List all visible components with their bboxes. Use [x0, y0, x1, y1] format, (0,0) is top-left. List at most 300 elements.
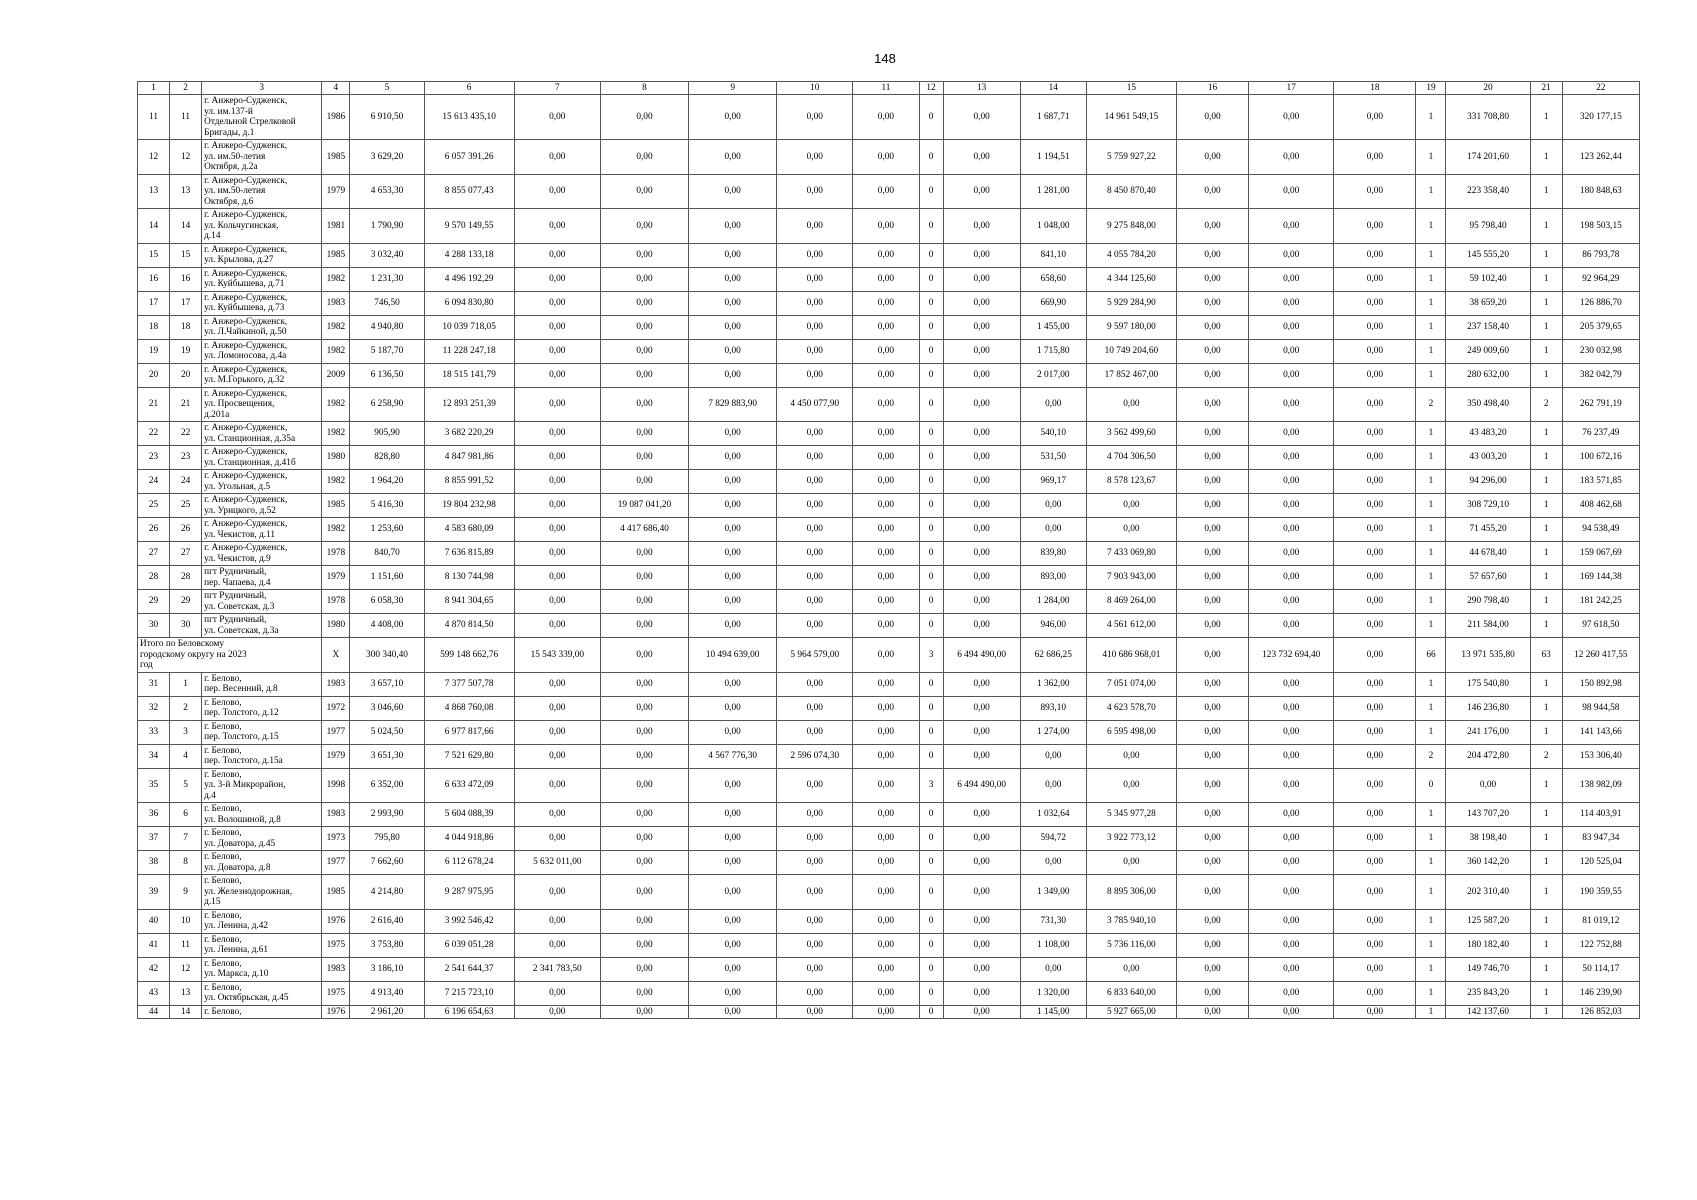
table-cell: 249 009,60 [1446, 339, 1530, 363]
table-cell: 5 [170, 768, 202, 803]
table-cell: 0,00 [1334, 174, 1416, 209]
table-cell: 13 971 535,80 [1446, 638, 1530, 673]
table-cell: 0,00 [689, 696, 777, 720]
table-cell: 1 [1416, 566, 1446, 590]
table-cell: 8 450 870,40 [1086, 174, 1176, 209]
table-cell: 1982 [322, 267, 350, 291]
table-cell: 153 306,40 [1562, 744, 1639, 768]
table-cell: 30 [170, 614, 202, 638]
table-cell: 669,90 [1020, 291, 1086, 315]
table-cell: 0,00 [600, 803, 688, 827]
table-cell: 0,00 [1176, 720, 1248, 744]
table-cell: 300 340,40 [350, 638, 424, 673]
table-cell: 1985 [322, 243, 350, 267]
table-cell: 0,00 [1249, 494, 1334, 518]
table-cell: 0,00 [943, 267, 1020, 291]
table-cell: 0,00 [943, 243, 1020, 267]
table-cell: 360 142,20 [1446, 851, 1530, 875]
table-cell: 0 [919, 851, 943, 875]
table-cell: 0,00 [943, 590, 1020, 614]
table-cell: 6 039 051,28 [424, 933, 514, 957]
table-cell: 35 [138, 768, 170, 803]
table-cell: 11 228 247,18 [424, 339, 514, 363]
table-cell: 8 855 991,52 [424, 470, 514, 494]
table-cell: 125 587,20 [1446, 909, 1530, 933]
table-row [138, 909, 1640, 933]
table-cell: 1982 [322, 422, 350, 446]
table-cell: 202 310,40 [1446, 875, 1530, 910]
table-cell: 0,00 [1334, 875, 1416, 910]
table-cell: 5 759 927,22 [1086, 140, 1176, 175]
table-cell: 38 198,40 [1446, 827, 1530, 851]
table-cell: 7 051 074,00 [1086, 672, 1176, 696]
table-cell: 8 [170, 851, 202, 875]
table-cell: 841,10 [1020, 243, 1086, 267]
table-cell: 1 790,90 [350, 209, 424, 244]
table-cell: 0 [919, 614, 943, 638]
table-cell: 43 003,20 [1446, 446, 1530, 470]
address-cell [202, 140, 322, 175]
table-cell: 0,00 [943, 720, 1020, 744]
table-cell: 0,00 [1020, 851, 1086, 875]
table-row [138, 95, 1640, 140]
table-row [138, 315, 1640, 339]
table-cell: 2 616,40 [350, 909, 424, 933]
table-cell: 5 604 088,39 [424, 803, 514, 827]
address-line: ул. Ленина, д.61 [204, 945, 269, 955]
table-cell: 16 [138, 267, 170, 291]
table-cell: 1 [1530, 140, 1562, 175]
table-cell: 4 055 784,20 [1086, 243, 1176, 267]
table-cell: 10 [170, 909, 202, 933]
total-label [138, 638, 322, 673]
table-cell: 3 651,30 [350, 744, 424, 768]
address-line: ул. Октябрьская, д.45 [204, 993, 289, 1003]
table-cell: 7 377 507,78 [424, 672, 514, 696]
address-line: ул. Просвещения, [204, 399, 275, 409]
table-cell: 7 829 883,90 [689, 387, 777, 422]
table-cell: 0,00 [1176, 446, 1248, 470]
table-cell: 1 032,64 [1020, 803, 1086, 827]
table-cell: 1 [1416, 957, 1446, 981]
column-number-cell: 12 [919, 82, 943, 95]
table-cell: 1975 [322, 981, 350, 1005]
table-cell: 10 039 718,05 [424, 315, 514, 339]
table-cell: 174 201,60 [1446, 140, 1530, 175]
table-cell: 0,00 [943, 339, 1020, 363]
table-cell: 0,00 [689, 95, 777, 140]
table-cell: 0,00 [514, 590, 600, 614]
table-cell: 0,00 [689, 768, 777, 803]
table-cell: 308 729,10 [1446, 494, 1530, 518]
table-cell: 0,00 [1249, 387, 1334, 422]
table-cell: 0,00 [1176, 95, 1248, 140]
table-cell: 18 515 141,79 [424, 363, 514, 387]
table-cell: 27 [138, 542, 170, 566]
table-cell: 0,00 [943, 363, 1020, 387]
table-cell: 62 686,25 [1020, 638, 1086, 673]
table-cell: 1 [1416, 672, 1446, 696]
address-line: ул. Железнодорожная, [204, 886, 293, 897]
table-cell: 1975 [322, 933, 350, 957]
table-cell: 1 [1416, 470, 1446, 494]
table-cell: 12 [138, 140, 170, 175]
table-cell: 0,00 [1249, 672, 1334, 696]
table-cell: 1 [1530, 267, 1562, 291]
table-cell: 382 042,79 [1562, 363, 1639, 387]
table-cell: 0,00 [1334, 422, 1416, 446]
table-cell: 0,00 [1334, 803, 1416, 827]
table-cell: 122 752,88 [1562, 933, 1639, 957]
table-cell: 59 102,40 [1446, 267, 1530, 291]
table-cell: 0 [919, 933, 943, 957]
table-cell: 190 359,55 [1562, 875, 1639, 910]
table-cell: 36 [138, 803, 170, 827]
table-cell: 0,00 [777, 518, 853, 542]
table-cell: 0,00 [853, 95, 919, 140]
address-line: Отдельной Стрелковой [204, 117, 296, 127]
table-cell: 0,00 [943, 803, 1020, 827]
table-cell: 0,00 [1334, 638, 1416, 673]
table-cell: 1 362,00 [1020, 672, 1086, 696]
table-cell: 0,00 [1176, 981, 1248, 1005]
table-cell: 839,80 [1020, 542, 1086, 566]
table-cell: 6 494 490,00 [943, 638, 1020, 673]
table-cell: 3 922 773,12 [1086, 827, 1176, 851]
table-cell: 0 [919, 696, 943, 720]
table-cell: 0,00 [514, 95, 600, 140]
table-row [138, 981, 1640, 1005]
table-cell: 0 [919, 291, 943, 315]
table-cell: 0,00 [689, 243, 777, 267]
table-cell: 1 [1530, 803, 1562, 827]
table-cell: 2 993,90 [350, 803, 424, 827]
table-cell: X [322, 638, 350, 673]
table-cell: 0,00 [1249, 315, 1334, 339]
table-cell: 1982 [322, 387, 350, 422]
table-cell: 1 [1416, 446, 1446, 470]
table-cell: 26 [138, 518, 170, 542]
table-cell: 0,00 [777, 174, 853, 209]
table-cell: 14 [138, 209, 170, 244]
table-cell: 6 258,90 [350, 387, 424, 422]
table-cell: 0,00 [1086, 518, 1176, 542]
table-cell: 0,00 [689, 291, 777, 315]
address-line: городскому округу на 2023 [140, 649, 247, 660]
table-cell: 0,00 [943, 209, 1020, 244]
table-cell: 0,00 [600, 209, 688, 244]
table-cell: 41 [138, 933, 170, 957]
table-cell: 0,00 [689, 1005, 777, 1019]
table-cell: 0,00 [1176, 638, 1248, 673]
table-cell: 183 571,85 [1562, 470, 1639, 494]
table-cell: 0,00 [600, 696, 688, 720]
address-line: д.14 [204, 231, 221, 241]
table-cell: 100 672,16 [1562, 446, 1639, 470]
table-cell: 0,00 [777, 957, 853, 981]
table-cell: 0,00 [853, 981, 919, 1005]
table-cell: 1 [1416, 422, 1446, 446]
address-line: ул. Доватора, д.45 [204, 838, 276, 849]
table-cell: 5 416,30 [350, 494, 424, 518]
table-cell: 0,00 [1334, 542, 1416, 566]
table-cell: 1 [1530, 720, 1562, 744]
table-cell: 6 595 498,00 [1086, 720, 1176, 744]
table-cell: 241 176,00 [1446, 720, 1530, 744]
table-cell: 0,00 [853, 744, 919, 768]
table-cell: 0,00 [1086, 768, 1176, 803]
table-cell: 1 [1416, 339, 1446, 363]
table-cell: 81 019,12 [1562, 909, 1639, 933]
table-cell: 6 833 640,00 [1086, 981, 1176, 1005]
address-line: Бригады, д.1 [204, 127, 255, 138]
table-cell: 12 893 251,39 [424, 387, 514, 422]
table-cell: 0,00 [1176, 566, 1248, 590]
column-number-cell: 6 [424, 82, 514, 95]
address-line: ул. Волошиной, д.8 [204, 814, 281, 825]
address-cell [202, 696, 322, 720]
table-row [138, 590, 1640, 614]
table-cell: 0,00 [600, 174, 688, 209]
table-cell: 0,00 [689, 446, 777, 470]
table-cell: 6 633 472,09 [424, 768, 514, 803]
table-cell: 540,10 [1020, 422, 1086, 446]
table-cell: 0 [1416, 768, 1446, 803]
table-cell: 0,00 [514, 696, 600, 720]
table-cell: 0,00 [1249, 875, 1334, 910]
table-cell: 29 [138, 590, 170, 614]
table-cell: 0,00 [853, 470, 919, 494]
table-cell: 37 [138, 827, 170, 851]
table-cell: 6 910,50 [350, 95, 424, 140]
table-cell: 0,00 [600, 744, 688, 768]
table-cell: 6 494 490,00 [943, 768, 1020, 803]
table-cell: 1 [1530, 174, 1562, 209]
table-cell: 1 [1530, 827, 1562, 851]
address-line: г. Анжеро-Судженск, [204, 316, 288, 327]
table-cell: 1 108,00 [1020, 933, 1086, 957]
table-cell: 0,00 [1020, 387, 1086, 422]
table-row [138, 209, 1640, 244]
table-cell: 1980 [322, 446, 350, 470]
table-cell: 0,00 [777, 243, 853, 267]
table-cell: 0,00 [777, 422, 853, 446]
table-cell: 7 [170, 827, 202, 851]
address-line: г. Белово, [204, 721, 242, 732]
table-cell: 1 687,71 [1020, 95, 1086, 140]
table-row [138, 494, 1640, 518]
table-cell: 1 048,00 [1020, 209, 1086, 244]
table-cell: 0,00 [853, 494, 919, 518]
table-cell: 0,00 [1249, 446, 1334, 470]
column-number-cell: 16 [1176, 82, 1248, 95]
table-cell: 230 032,98 [1562, 339, 1639, 363]
table-cell: 43 483,20 [1446, 422, 1530, 446]
address-cell [202, 909, 322, 933]
table-cell: 3 186,10 [350, 957, 424, 981]
table-cell: 123 262,44 [1562, 140, 1639, 175]
address-cell [202, 957, 322, 981]
table-cell: 599 148 662,76 [424, 638, 514, 673]
table-cell: 92 964,29 [1562, 267, 1639, 291]
table-cell: 1 [1530, 494, 1562, 518]
table-cell: 0,00 [600, 243, 688, 267]
table-cell: 15 [138, 243, 170, 267]
table-row [138, 566, 1640, 590]
table-cell: 71 455,20 [1446, 518, 1530, 542]
table-cell: 0,00 [514, 909, 600, 933]
table-cell: 1 [1530, 981, 1562, 1005]
table-cell: 0,00 [1334, 363, 1416, 387]
table-cell: 0 [919, 590, 943, 614]
table-cell: 12 260 417,55 [1562, 638, 1639, 673]
table-cell: 0,00 [853, 363, 919, 387]
table-cell: 5 345 977,28 [1086, 803, 1176, 827]
table-cell: 1983 [322, 803, 350, 827]
table-cell: 98 944,58 [1562, 696, 1639, 720]
table-cell: 0,00 [1249, 744, 1334, 768]
table-cell: 905,90 [350, 422, 424, 446]
table-cell: 1979 [322, 174, 350, 209]
address-line: г. Белово, [204, 852, 242, 862]
table-cell: 408 462,68 [1562, 494, 1639, 518]
address-cell [202, 387, 322, 422]
table-cell: 0,00 [1249, 827, 1334, 851]
table-cell: 159 067,69 [1562, 542, 1639, 566]
table-cell: 180 848,63 [1562, 174, 1639, 209]
table-cell: 0,00 [853, 827, 919, 851]
table-cell: 0,00 [1334, 696, 1416, 720]
table-cell: 0,00 [1249, 267, 1334, 291]
table-cell: 0 [919, 446, 943, 470]
table-cell: 1981 [322, 209, 350, 244]
address-line: ул. Урицкого, д.52 [204, 505, 276, 516]
table-cell: 38 [138, 851, 170, 875]
table-cell: 0 [919, 95, 943, 140]
address-line: ул. Ленина, д.42 [204, 921, 269, 931]
address-line: г. Анжеро-Судженск, [204, 175, 288, 186]
table-cell: 0,00 [514, 174, 600, 209]
table-cell: 0,00 [600, 672, 688, 696]
table-row [138, 140, 1640, 175]
table-row [138, 696, 1640, 720]
table-cell: 6 136,50 [350, 363, 424, 387]
address-cell [202, 209, 322, 244]
table-cell: 14 [170, 209, 202, 244]
table-cell: 0,00 [853, 614, 919, 638]
table-cell: 0,00 [1176, 140, 1248, 175]
table-cell: 0,00 [1176, 209, 1248, 244]
table-cell: 0,00 [853, 209, 919, 244]
table-cell: 7 521 629,80 [424, 744, 514, 768]
table-cell: 2 [170, 696, 202, 720]
address-line: пер. Толстого, д.15 [204, 732, 279, 742]
table-cell: 0,00 [853, 174, 919, 209]
column-number-cell: 20 [1446, 82, 1530, 95]
table-cell: 0,00 [943, 909, 1020, 933]
table-cell: 0,00 [1249, 614, 1334, 638]
address-line: ул. им.50-летия [204, 186, 266, 196]
table-cell: 1 [1416, 851, 1446, 875]
table-cell: 0 [919, 422, 943, 446]
table-cell: 0,00 [1249, 933, 1334, 957]
table-cell: 0,00 [1334, 315, 1416, 339]
table-cell: 0,00 [1176, 803, 1248, 827]
table-cell: 1976 [322, 1005, 350, 1019]
table-cell: 0,00 [943, 614, 1020, 638]
table-cell: 0,00 [1176, 827, 1248, 851]
table-cell: 0,00 [943, 827, 1020, 851]
table-cell: 0,00 [689, 542, 777, 566]
table-cell: 5 736 116,00 [1086, 933, 1176, 957]
table-cell: 0 [919, 909, 943, 933]
address-cell [202, 981, 322, 1005]
table-cell: 181 242,25 [1562, 590, 1639, 614]
table-cell: 6 977 817,66 [424, 720, 514, 744]
address-line: ул. Крылова, д.27 [204, 255, 274, 265]
table-cell: 0,00 [600, 291, 688, 315]
page-number: 148 [874, 51, 896, 66]
table-cell: 1 715,80 [1020, 339, 1086, 363]
table-cell: 0,00 [514, 672, 600, 696]
table-cell: 120 525,04 [1562, 851, 1639, 875]
table-cell: 6 352,00 [350, 768, 424, 803]
table-cell: 0,00 [1249, 422, 1334, 446]
table-cell: 1 [1416, 981, 1446, 1005]
table-cell: 1 [1416, 291, 1446, 315]
table-cell: 1 151,60 [350, 566, 424, 590]
address-line: г. Анжеро-Судженск, [204, 210, 288, 220]
table-cell: 350 498,40 [1446, 387, 1530, 422]
address-line: г. Белово, [204, 697, 242, 708]
table-cell: 795,80 [350, 827, 424, 851]
table-cell: 7 662,60 [350, 851, 424, 875]
table-cell: 1 [1416, 827, 1446, 851]
table-cell: 0,00 [1334, 768, 1416, 803]
table-cell: 0,00 [1086, 851, 1176, 875]
table-cell: 86 793,78 [1562, 243, 1639, 267]
table-cell: 658,60 [1020, 267, 1086, 291]
table-cell: 27 [170, 542, 202, 566]
table-cell: 0,00 [1249, 542, 1334, 566]
table-cell: 0,00 [853, 518, 919, 542]
table-cell: 0,00 [1176, 339, 1248, 363]
table-cell: 0,00 [514, 875, 600, 910]
table-cell: 0 [919, 494, 943, 518]
table-row [138, 672, 1640, 696]
table-cell: 0,00 [1176, 518, 1248, 542]
table-cell: 1 145,00 [1020, 1005, 1086, 1019]
address-line: пгт Рудничный, [204, 591, 267, 601]
table-cell: 0,00 [853, 291, 919, 315]
table-cell: 1 281,00 [1020, 174, 1086, 209]
table-cell: 1 964,20 [350, 470, 424, 494]
table-cell: 0,00 [853, 696, 919, 720]
table-cell: 0,00 [853, 875, 919, 910]
table-cell: 0,00 [777, 933, 853, 957]
table-cell: 0,00 [1086, 744, 1176, 768]
table-cell: 0,00 [777, 494, 853, 518]
address-line: д.201а [204, 409, 230, 420]
table-cell: 9 287 975,95 [424, 875, 514, 910]
table-cell: 66 [1416, 638, 1446, 673]
table-cell: 1982 [322, 518, 350, 542]
table-cell: 0,00 [600, 638, 688, 673]
table-cell: 1980 [322, 614, 350, 638]
table-row [138, 768, 1640, 803]
address-line: ул. 3-й Микрорайон, [204, 780, 286, 790]
table-row [138, 339, 1640, 363]
